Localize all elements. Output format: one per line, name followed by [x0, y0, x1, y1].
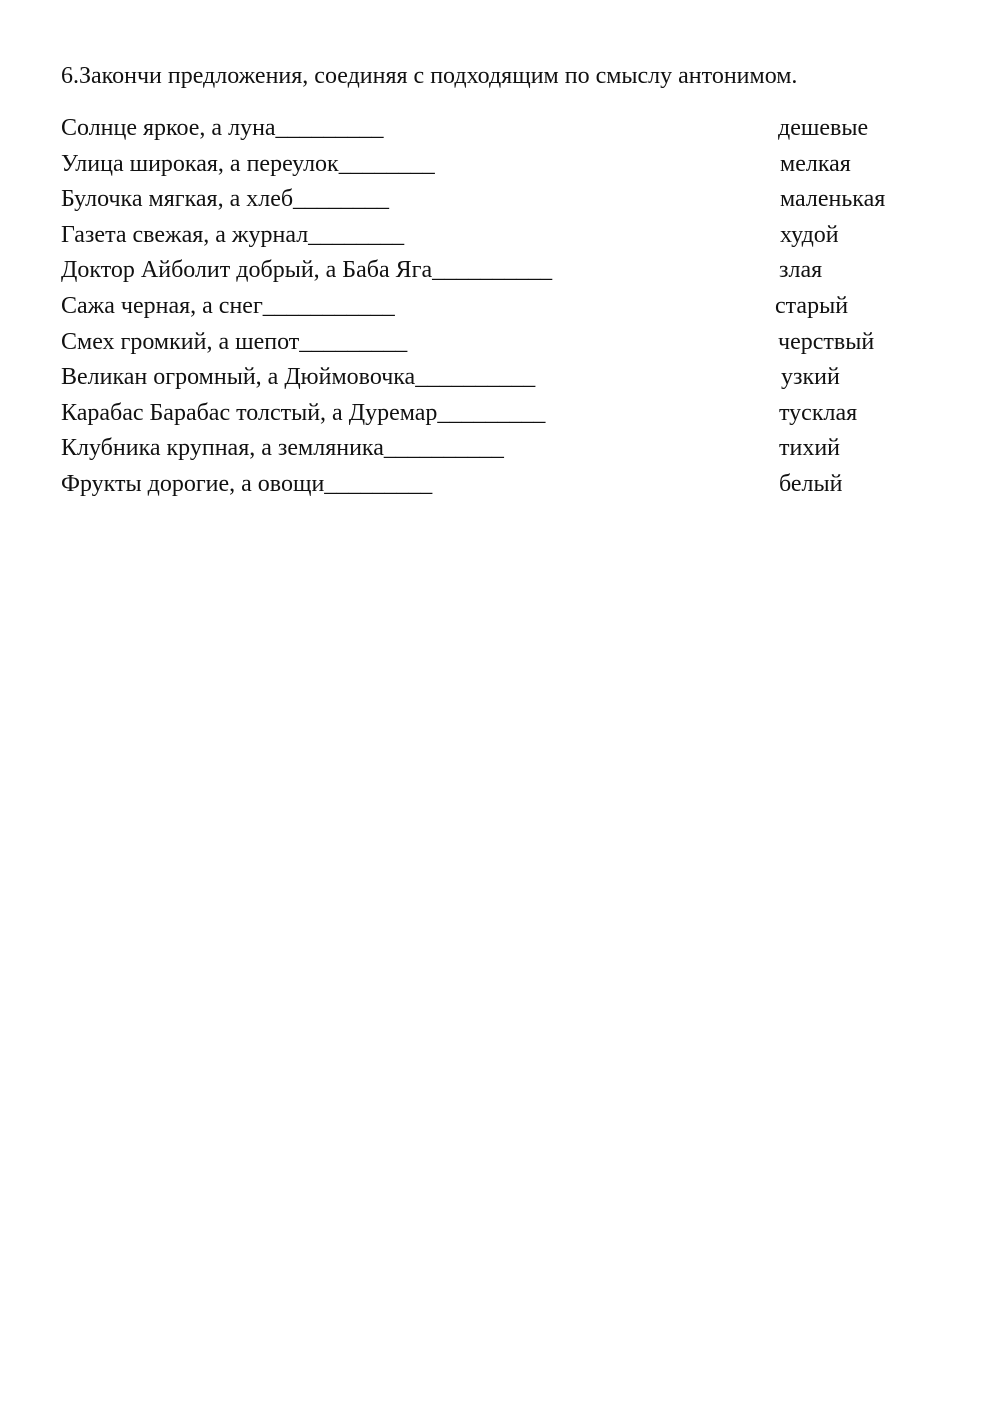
exercise-row: [61, 326, 961, 362]
exercise-row: [61, 219, 961, 255]
exercise-row: [61, 468, 961, 504]
antonym-option: тихий: [779, 435, 841, 462]
antonym-option: злая: [779, 257, 823, 284]
antonym-option: узкий: [781, 364, 840, 391]
antonym-option: тусклая: [779, 399, 858, 426]
antonym-option: старый: [775, 292, 849, 319]
sentence-with-blank: Булочка мягкая, а хлеб________: [61, 186, 390, 213]
sentence-with-blank: Солнце яркое, а луна_________: [61, 115, 384, 141]
antonym-option: дешевые: [778, 115, 869, 141]
exercise-row: [61, 432, 961, 468]
exercise-row: [61, 254, 961, 290]
exercise-row: [61, 148, 961, 184]
exercise-row: [61, 290, 961, 326]
sentence-with-blank: Улица широкая, а переулок________: [61, 150, 435, 177]
sentence-with-blank: Доктор Айболит добрый, а Баба Яга__________: [61, 257, 553, 284]
exercise-row: [61, 183, 961, 219]
sentence-with-blank: Карабас Барабас толстый, а Дуремар_________: [61, 399, 546, 426]
antonym-option: черствый: [778, 328, 875, 355]
exercise-row: [61, 361, 961, 397]
sentence-with-blank: Газета свежая, а журнал________: [61, 221, 405, 248]
exercise-row: [61, 397, 961, 433]
antonym-option: белый: [779, 470, 843, 497]
sentence-with-blank: Великан огромный, а Дюймовочка__________: [61, 364, 536, 391]
sentence-with-blank: Фрукты дорогие, а овощи_________: [61, 470, 433, 497]
matching-exercise: [61, 112, 961, 504]
exercise-row: [61, 112, 961, 148]
sentence-with-blank: Смех громкий, а шепот_________: [61, 328, 408, 355]
task-heading: 6.Закончи предложения, соединяя с подходящим по смыслу антонимом.: [61, 63, 798, 89]
sentence-with-blank: Клубника крупная, а земляника__________: [61, 435, 504, 462]
antonym-option: мелкая: [780, 150, 851, 177]
sentence-with-blank: Сажа черная, а снег___________: [61, 292, 395, 319]
antonym-option: худой: [780, 221, 839, 248]
antonym-option: маленькая: [780, 186, 886, 213]
